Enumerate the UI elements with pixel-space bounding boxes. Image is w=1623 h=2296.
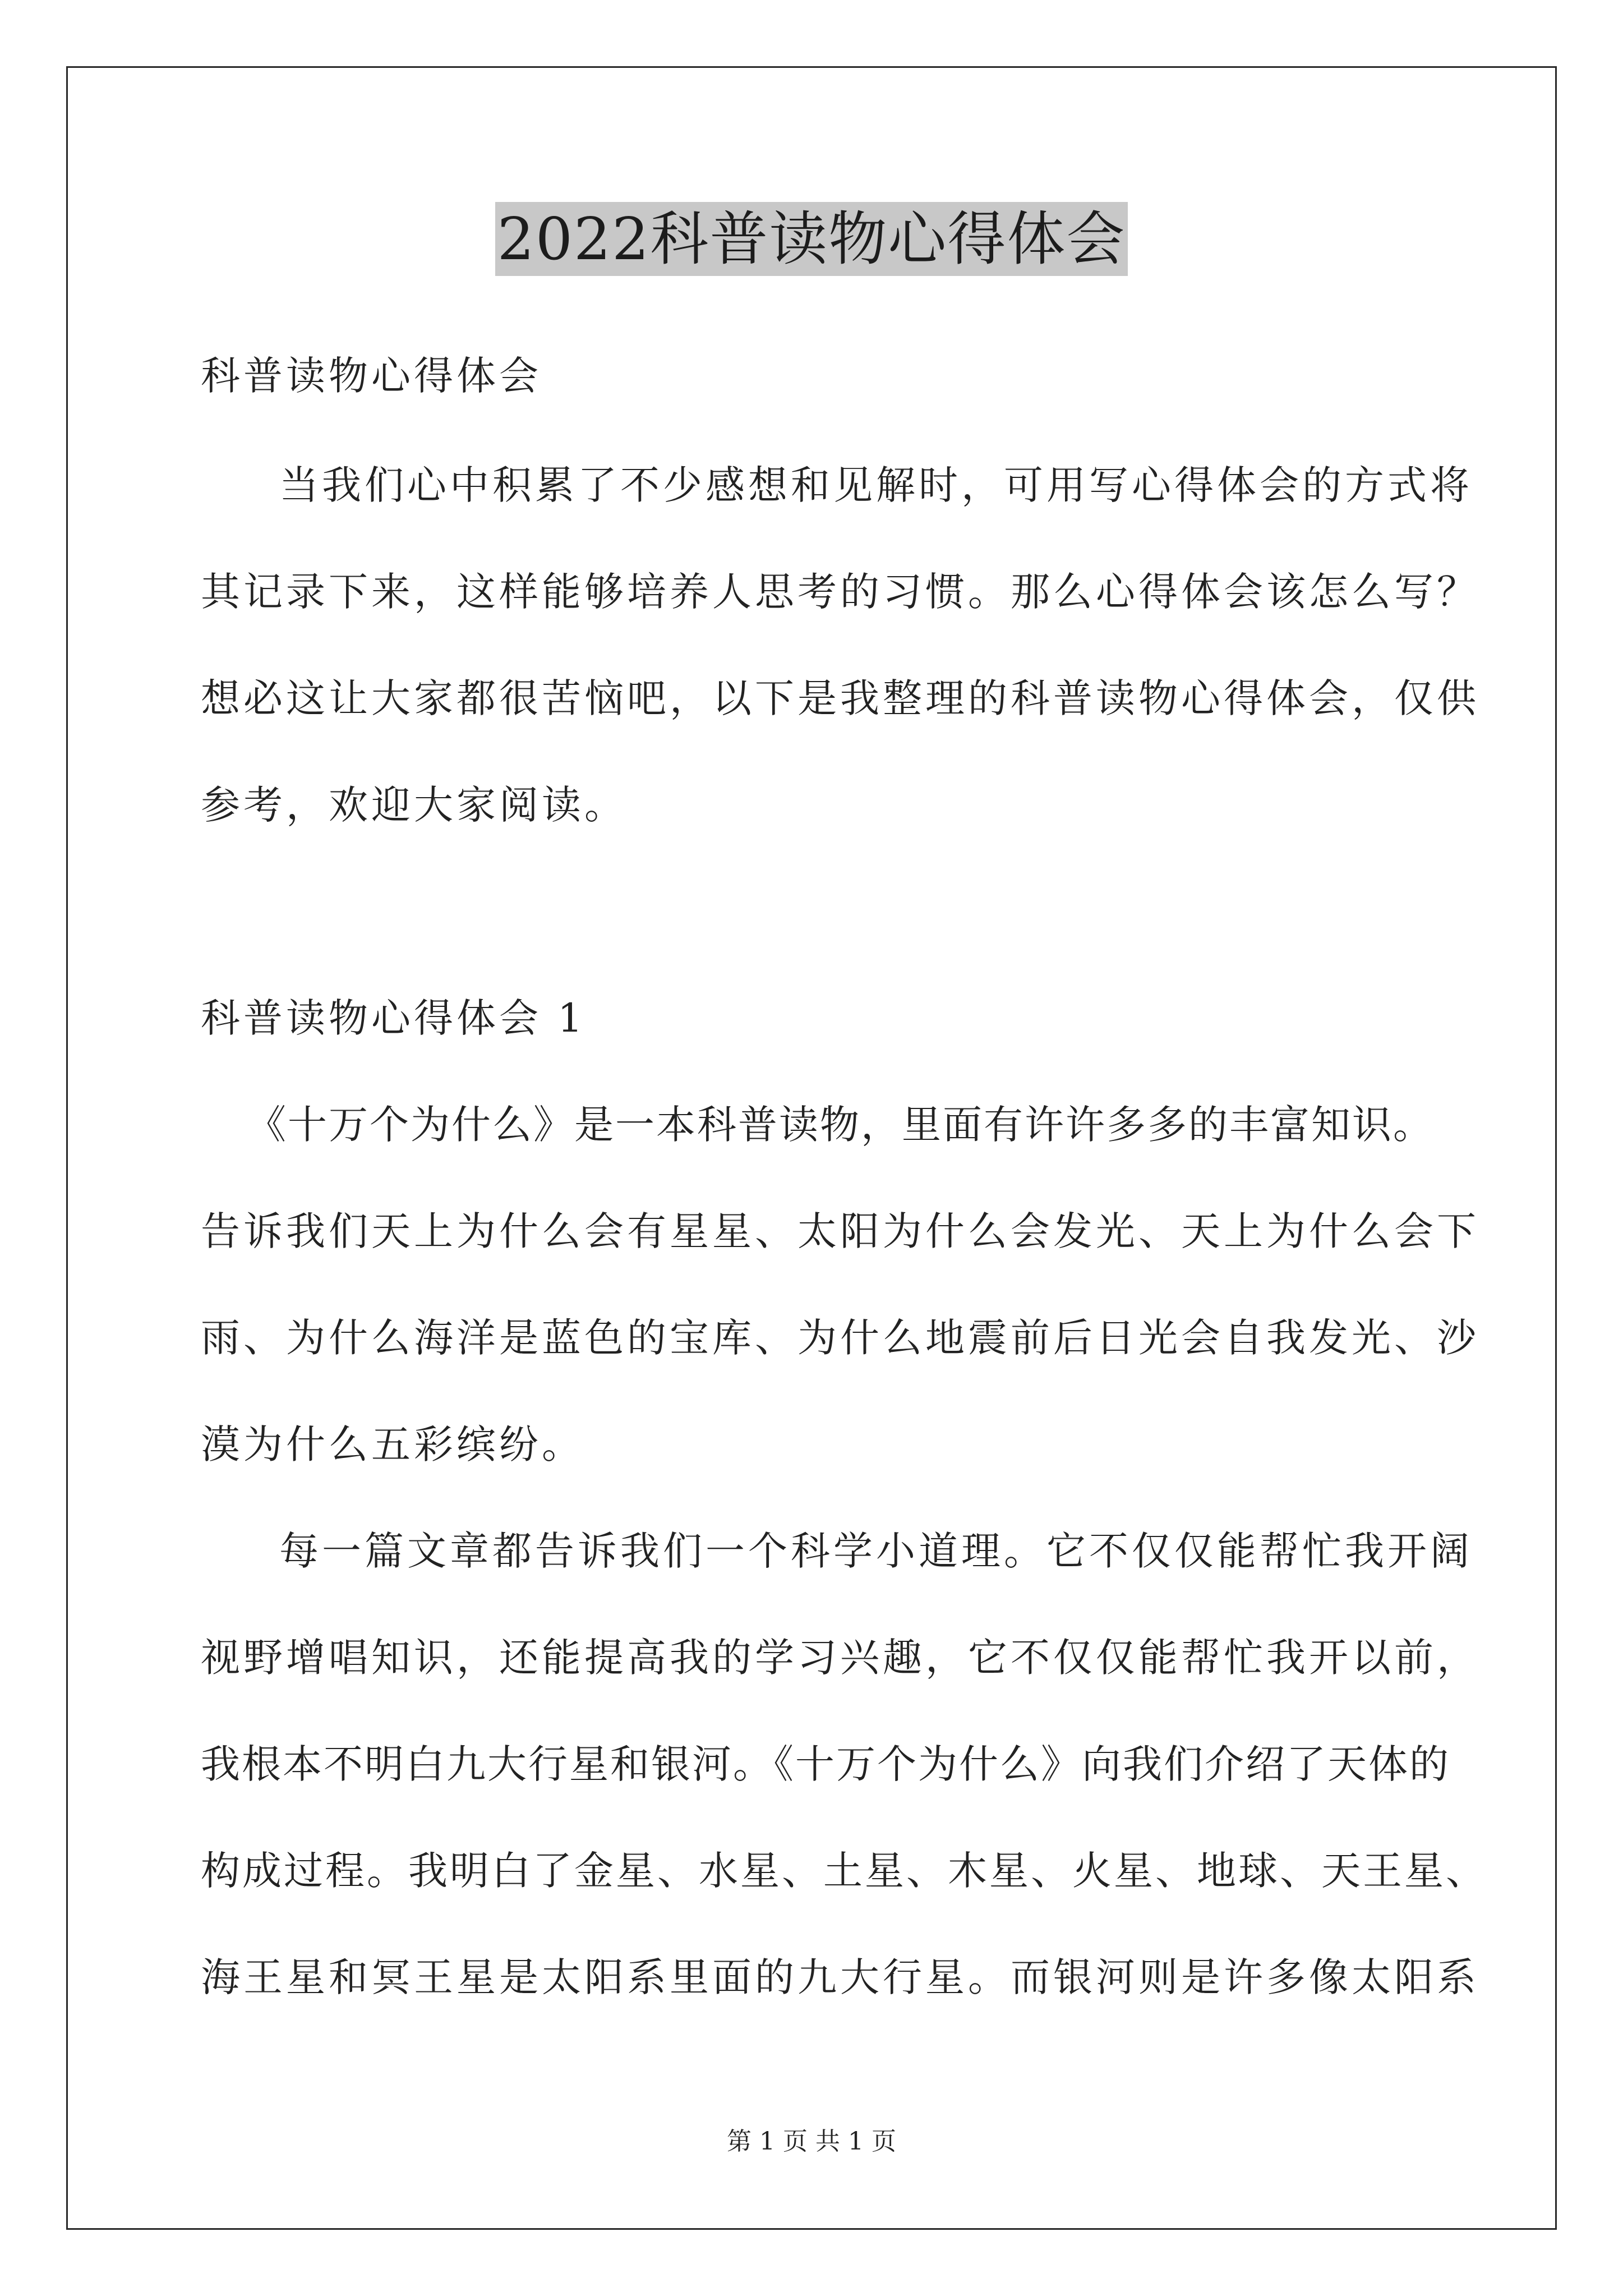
paragraph-line: 《十万个为什么》是一本科普读物，里面有许许多多的丰富知识。: [247, 1102, 1434, 1148]
paragraph-line: 视野增唱知识，还能提高我的学习兴趣，它不仅仅能帮忙我开以前，: [201, 1635, 1479, 1681]
paragraph-line: 构成过程。我明白了金星、水星、土星、木星、火星、地球、天王星、: [201, 1848, 1487, 1894]
paragraph-line: 漠为什么五彩缤纷。: [201, 1421, 584, 1467]
section-heading: 科普读物心得体会: [201, 353, 542, 399]
paragraph-line: 海王星和冥王星是太阳系里面的九大行星。而银河则是许多像太阳系: [201, 1954, 1479, 2000]
document-title: 2022科普读物心得体会: [495, 202, 1128, 276]
paragraph-line: 参考，欢迎大家阅读。: [201, 782, 627, 828]
paragraph-line: 每一篇文章都告诉我们一个科学小道理。它不仅仅能帮忙我开阔: [279, 1528, 1473, 1574]
paragraph-line: 雨、为什么海洋是蓝色的宝库、为什么地震前后日光会自我发光、沙: [201, 1315, 1479, 1361]
paragraph-line: 想必这让大家都很苦恼吧，以下是我整理的科普读物心得体会，仅供: [201, 675, 1479, 721]
title-container: [0, 202, 1623, 276]
paragraph-line: 告诉我们天上为什么会有星星、太阳为什么会发光、天上为什么会下: [201, 1208, 1479, 1254]
page-footer: 第 1 页 共 1 页: [727, 2127, 896, 2156]
section-heading: 科普读物心得体会 1: [201, 995, 586, 1041]
paragraph-line: 当我们心中积累了不少感想和见解时，可用写心得体会的方式将: [279, 462, 1473, 508]
paragraph-line: 其记录下来，这样能够培养人思考的习惯。那么心得体会该怎么写？: [201, 569, 1479, 615]
paragraph-line: 我根本不明白九大行星和银河。《十万个为什么》向我们介绍了天体的: [201, 1741, 1450, 1787]
